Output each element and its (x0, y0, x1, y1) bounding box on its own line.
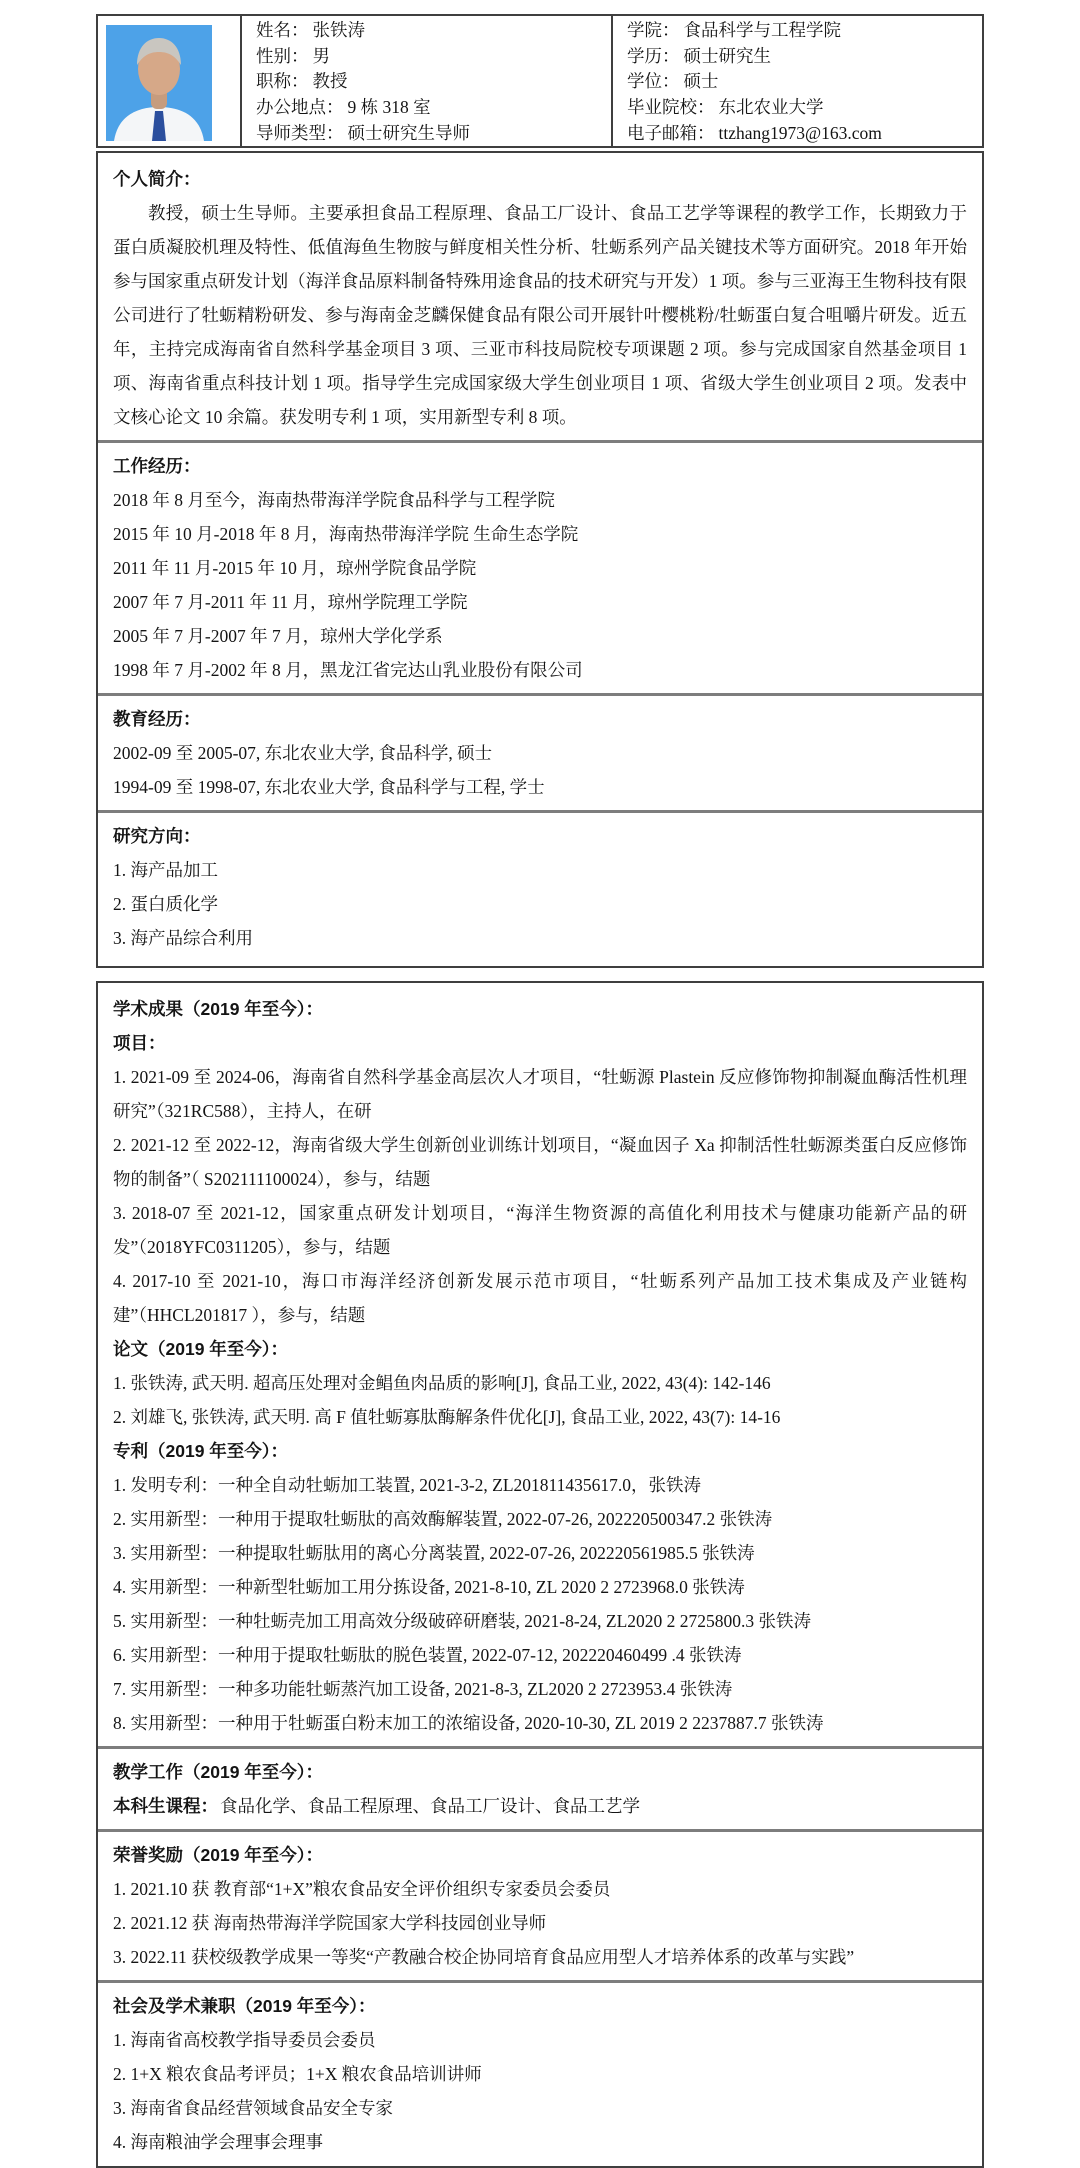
honor-item: 1. 2021.10 获 教育部“1+X”粮农食品安全评价组织专家委员会委员 (113, 1879, 611, 1899)
patent-item: 6. 实用新型：一种用于提取牡蛎肽的脱色装置, 2022-07-12, 202220460499 .4 张铁涛 (113, 1645, 742, 1665)
patent-item: 2. 实用新型：一种用于提取牡蛎肽的高效酶解装置, 2022-07-26, 202220500347.2 张铁涛 (113, 1509, 773, 1529)
section-teaching-title: 教学工作（2019 年至今）： (113, 1762, 324, 1782)
profile-field-label: 导师类型： (256, 123, 344, 144)
research-direction-item: 1. 海产品加工 (113, 860, 218, 880)
patent-list (113, 1468, 967, 1740)
work-history-item: 1998 年 7 月-2002 年 8 月，黑龙江省完达山乳业股份有限公司 (113, 660, 583, 680)
section-education-title: 教育经历： (113, 709, 201, 729)
subsection-projects-title: 项目： (113, 1033, 166, 1053)
profile-field-value: 男 (312, 45, 330, 66)
education-item: 2002-09 至 2005-07, 东北农业大学, 食品科学, 硕士 (113, 743, 493, 763)
profile-field-value: 硕士 (683, 71, 719, 92)
profile-field-label: 学院： (627, 19, 680, 40)
profile-field-label: 学位： (627, 71, 680, 92)
section-divider (98, 1980, 982, 1983)
membership-item: 4. 海南粮油学会理事会理事 (113, 2132, 323, 2152)
education-list (113, 736, 967, 804)
section-memberships (113, 1988, 967, 2160)
membership-item: 3. 海南省食品经营领域食品安全专家 (113, 2098, 393, 2118)
patent-item: 4. 实用新型：一种新型牡蛎加工用分拣设备, 2021-8-10, ZL 2020 2 2723968.0 张铁涛 (113, 1577, 745, 1597)
resume-box-main (96, 151, 984, 968)
profile-field (627, 43, 982, 68)
undergraduate-courses-line (113, 1789, 967, 1823)
section-work-history (113, 448, 967, 688)
section-divider (98, 810, 982, 813)
patent-item: 1. 发明专利：一种全自动牡蛎加工装置, 2021-3-2, ZL201811435617.0，张铁涛 (113, 1475, 702, 1495)
work-history-item: 2005 年 7 月-2007 年 7 月，琼州大学化学系 (113, 626, 443, 646)
profile-field (627, 94, 982, 119)
membership-list (113, 2023, 967, 2159)
section-divider (98, 440, 982, 443)
profile-field (627, 68, 982, 93)
profile-field (256, 94, 611, 119)
section-honors-title: 荣誉奖励（2019 年至今）： (113, 1845, 324, 1865)
membership-item: 2. 1+X 粮农食品考评员；1+X 粮农食品培训讲师 (113, 2064, 482, 2084)
research-direction-item: 2. 蛋白质化学 (113, 894, 218, 914)
profile-field-label: 职称： (256, 71, 309, 92)
section-work-title: 工作经历： (113, 456, 201, 476)
resume-box-achievements (96, 981, 984, 2168)
courses-label: 本科生课程： (113, 1796, 218, 1816)
honor-list (113, 1872, 967, 1974)
section-intro-title: 个人简介： (113, 169, 201, 189)
profile-field-value: 食品科学与工程学院 (683, 19, 841, 40)
section-divider (98, 1829, 982, 1832)
patent-item: 7. 实用新型：一种多功能牡蛎蒸汽加工设备, 2021-8-3, ZL2020 2 2723953.4 张铁涛 (113, 1679, 733, 1699)
honor-item: 2. 2021.12 获 海南热带海洋学院国家大学科技园创业导师 (113, 1913, 547, 1933)
work-history-item: 2007 年 7 月-2011 年 11 月，琼州学院理工学院 (113, 592, 468, 612)
portrait-photo (106, 25, 212, 141)
work-history-item: 2011 年 11 月-2015 年 10 月，琼州学院食品学院 (113, 558, 477, 578)
project-list (113, 1060, 967, 1332)
project-item: 3. 2018-07 至 2021-12，国家重点研发计划项目，“海洋生物资源的高值化利用技术与健康功能新产品的研发”（2018YFC0311205），参与，结题 (113, 1203, 967, 1257)
paper-item: 1. 张铁涛, 武天明. 超高压处理对金鲳鱼肉品质的影响[J], 食品工业, 2022, 43(4): 142-146 (113, 1373, 771, 1393)
section-divider (98, 693, 982, 696)
profile-header-table (96, 14, 984, 148)
section-achievements-title: 学术成果（2019 年至今）： (113, 999, 324, 1019)
research-direction-item: 3. 海产品综合利用 (113, 928, 253, 948)
profile-field-value: 东北农业大学 (718, 97, 824, 118)
profile-field (256, 17, 611, 42)
profile-field-label: 毕业院校： (627, 97, 715, 118)
patent-item: 3. 实用新型：一种提取牡蛎肽用的离心分离装置, 2022-07-26, 202220561985.5 张铁涛 (113, 1543, 755, 1563)
paper-item: 2. 刘雄飞, 张铁涛, 武天明. 高 F 值牡蛎寡肽酶解条件优化[J], 食品工业, 2022, 43(7): 14-16 (113, 1407, 781, 1427)
profile-field-value: 硕士研究生导师 (347, 123, 470, 144)
research-direction-list (113, 853, 967, 955)
paper-list (113, 1366, 967, 1434)
project-item: 1. 2021-09 至 2024-06，海南省自然科学基金高层次人才项目，“牡蛎源 Plastein 反应修饰物抑制凝血酶活性机理研究”（321RC588），主持人，在研 (113, 1067, 967, 1121)
work-history-list (113, 483, 967, 687)
profile-field-value: 教授 (312, 71, 348, 92)
profile-field (256, 68, 611, 93)
profile-field-label: 姓名： (256, 19, 309, 40)
section-memberships-title: 社会及学术兼职（2019 年至今）： (113, 1996, 376, 2016)
membership-item: 1. 海南省高校教学指导委员会委员 (113, 2030, 376, 2050)
courses-text: 食品化学、食品工程原理、食品工厂设计、食品工艺学 (220, 1796, 640, 1816)
project-item: 2. 2021-12 至 2022-12，海南省级大学生创新创业训练计划项目，“凝血因子 Xa 抑制活性牡蛎源类蛋白反应修饰物的制备”（ S202111100024），参与，结题 (113, 1135, 967, 1189)
profile-field (256, 43, 611, 68)
profile-field-label: 学历： (627, 45, 680, 66)
work-history-item: 2015 年 10 月-2018 年 8 月，海南热带海洋学院 生命生态学院 (113, 524, 579, 544)
patent-item: 5. 实用新型：一种牡蛎壳加工用高效分级破碎研磨装, 2021-8-24, ZL2020 2 2725800.3 张铁涛 (113, 1611, 812, 1631)
section-intro (113, 161, 967, 435)
education-item: 1994-09 至 1998-07, 东北农业大学, 食品科学与工程, 学士 (113, 777, 545, 797)
section-divider (98, 1746, 982, 1749)
section-education (113, 701, 967, 805)
honor-item: 3. 2022.11 获校级教学成果一等奖“产教融合校企协同培育食品应用型人才培养体系的改革与实践” (113, 1947, 855, 1967)
section-honors (113, 1837, 967, 1975)
profile-field-value: 9 栋 318 室 (347, 97, 431, 118)
patent-item: 8. 实用新型：一种用于牡蛎蛋白粉末加工的浓缩设备, 2020-10-30, ZL 2019 2 2237887.7 张铁涛 (113, 1713, 824, 1733)
profile-basic-info-right (613, 16, 982, 146)
profile-field-value: 硕士研究生 (683, 45, 771, 66)
section-teaching (113, 1754, 967, 1824)
profile-field-value: ttzhang1973@163.com (718, 123, 882, 144)
profile-field (256, 120, 611, 145)
photo-cell (98, 16, 242, 146)
subsection-patents-title: 专利（2019 年至今）： (113, 1441, 289, 1461)
profile-field-label: 性别： (256, 45, 309, 66)
work-history-item: 2018 年 8 月至今，海南热带海洋学院食品科学与工程学院 (113, 490, 555, 510)
profile-field-value: 张铁涛 (312, 19, 365, 40)
subsection-papers-title: 论文（2019 年至今）： (113, 1339, 289, 1359)
project-item: 4. 2017-10 至 2021-10，海口市海洋经济创新发展示范市项目，“牡蛎系列产品加工技术集成及产业链构建”（HHCL201817 ），参与，结题 (113, 1271, 967, 1325)
section-research-directions (113, 818, 967, 956)
profile-field-label: 电子邮箱： (627, 123, 715, 144)
faculty-cv-page (96, 14, 984, 2168)
profile-field (627, 17, 982, 42)
intro-paragraph: 教授，硕士生导师。主要承担食品工程原理、食品工厂设计、食品工艺学等课程的教学工作，长期致力于蛋白质凝胶机理及特性、低值海鱼生物胺与鲜度相关性分析、牡蛎系列产品关键技术等方面研究。2018 年开始参与国家重点研发计划（海洋食品原料制备特殊用途食品的技术研究与开发）1 项。参与三亚海王生物科技有限公司进行了牡蛎精粉研发、参与海南金芝麟保健食品有限公司开展针叶樱桃粉/牡蛎蛋白复合咀嚼片研发。近五年，主持完成海南省自然科学基金项目 3 项、三亚市科技局院校专项课题 2 项。参与完成国家自然基金项目 1 项、海南省重点科技计划 1 项。指导学生完成国家级大学生创业项目 1 项、省级大学生创业项目 2 项。发表中文核心论文 10 余篇。获发明专利 1 项，实用新型专利 8 项。 (113, 203, 967, 427)
profile-field (627, 120, 982, 145)
profile-field-label: 办公地点： (256, 97, 344, 118)
section-achievements (113, 991, 967, 1741)
profile-basic-info-left (242, 16, 613, 146)
section-research-title: 研究方向： (113, 826, 201, 846)
